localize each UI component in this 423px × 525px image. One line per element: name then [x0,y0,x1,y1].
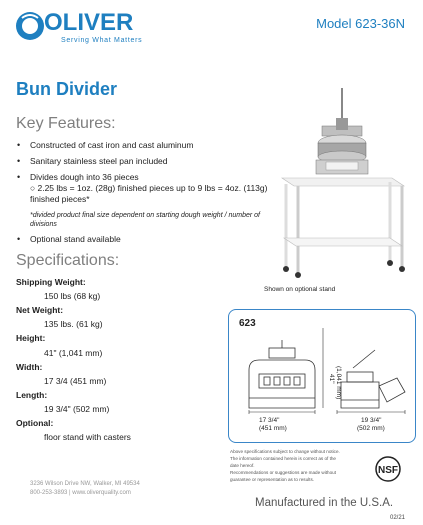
product-title: Bun Divider [16,79,118,99]
feature-note: *divided product final size dependent on starting dough weight / number of divisions [30,212,260,228]
length-dimension: 19 3/4" [361,417,382,424]
spec-label: Width: [16,362,43,372]
width-dimension: 17 3/4" [259,417,280,424]
specifications-heading: Specifications: [16,252,120,269]
height-dimension-mm: (1,041 mm) [335,366,342,400]
key-features-heading: Key Features: [16,115,116,132]
key-features-list [14,140,279,250]
company-address: 3236 Wilson Drive NW, Walker, MI 49534 800-253-3893 | www.oliverquality.com [30,481,140,496]
spec-label: Shipping Weight: [16,277,86,287]
feature-item: • Divides dough into 36 pieces ○ 2.25 lbs = 1oz. (28g) finished pieces up to 9 lbs = 4oz. (113g) finished pieces* *divided product final size dependent on starting dough weight / number of divisions [14,172,279,229]
brand-tagline: Serving What Matters [61,37,143,44]
dimension-diagram [228,309,416,443]
spec-value: floor stand with casters [44,432,131,442]
spec-label: Optional: [16,418,54,428]
brand-name: OLIVER [44,9,134,36]
model-number: Model 623-36N [316,16,405,31]
spec-value: 17 3/4 (451 mm) [44,376,107,386]
disclaimer-text: Above specifications subject to change without notice. The information contained herein is correct as of the date hereof. Recommendations or suggestions are made without guarantee or representation as to results. [230,449,340,482]
svg-text:NSF: NSF [378,465,398,476]
nsf-certification-icon [369,455,407,483]
feature-item: • Optional stand available [14,234,279,245]
bun-divider-image [262,88,412,278]
spec-value: 135 lbs. (61 kg) [44,319,103,329]
length-dimension-mm: (502 mm) [357,425,385,432]
revision-date: 02/21 [389,515,405,521]
manufactured-in: Manufactured in the U.S.A. [255,497,394,509]
image-caption: Shown on optional stand [264,286,336,293]
spec-value: 150 lbs (68 kg) [44,291,101,301]
width-dimension-mm: (451 mm) [259,425,287,432]
diagram-model-label: 623 [239,318,256,329]
height-dimension: 41" [328,374,335,384]
spec-value: 19 3/4" (502 mm) [44,404,110,414]
feature-item: • Constructed of cast iron and cast aluminum [14,140,279,151]
spec-label: Net Weight: [16,305,64,315]
spec-label: Length: [16,390,48,400]
spec-label: Height: [16,333,46,343]
feature-sub-item: ○ 2.25 lbs = 1oz. (28g) finished pieces up to 9 lbs = 4oz. (113g) finished pieces* [30,183,268,204]
dimension-drawing [229,310,415,442]
feature-item: • Sanitary stainless steel pan included [14,156,279,167]
spec-value: 41" (1,041 mm) [44,348,103,358]
